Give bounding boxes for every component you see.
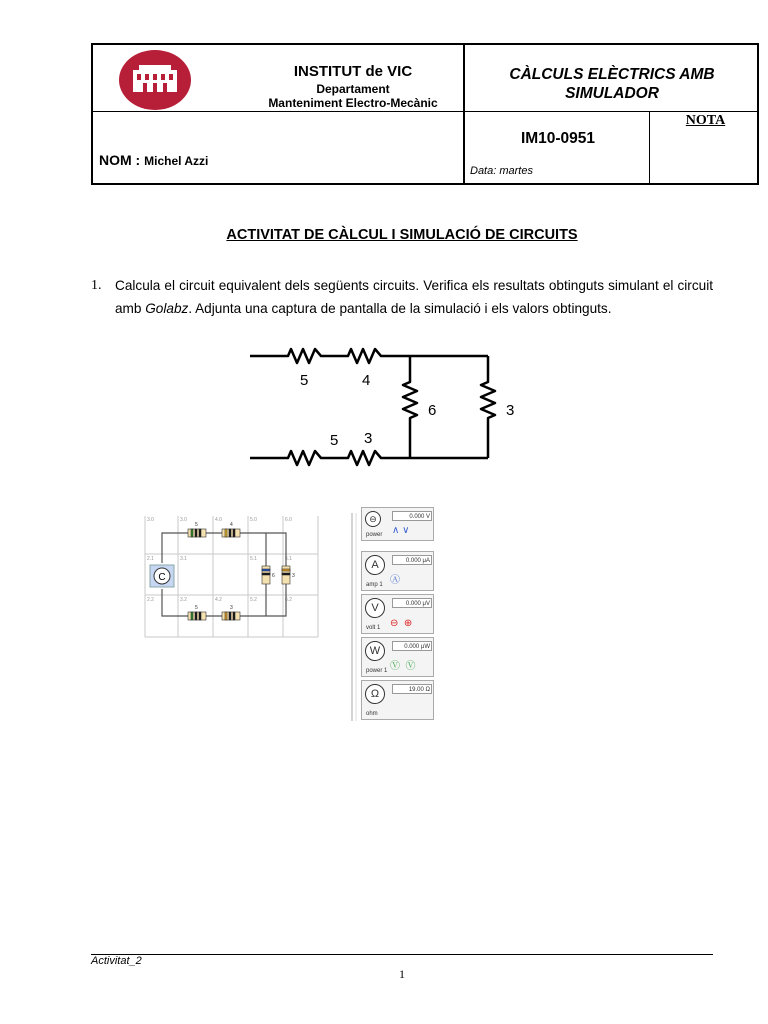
svg-text:4: 4 [230, 522, 233, 528]
ammeter-panel[interactable] [361, 551, 434, 591]
svg-text:5: 5 [195, 605, 198, 611]
svg-text:2.2: 2.2 [147, 597, 154, 603]
question-number: 1. [91, 278, 102, 293]
svg-text:6: 6 [272, 573, 275, 579]
ohmmeter-label: ohm [366, 711, 378, 717]
wattmeter-panel[interactable] [361, 637, 434, 677]
simulation-screenshot [90, 513, 440, 723]
grade-label: NOTA [685, 113, 726, 128]
svg-text:4.0: 4.0 [215, 517, 222, 523]
wattmeter-probe-icons[interactable]: Ⓥ Ⓥ [390, 661, 416, 672]
svg-text:6.2: 6.2 [285, 597, 292, 603]
wattmeter-icon: W [365, 641, 385, 661]
question-text-part: Calcula el circuit equivalent dels següents circuits. Verifica els resultats obtinguts simulant el circuit amb [115, 278, 713, 316]
power-source-panel[interactable] [361, 507, 434, 541]
ammeter-label: amp 1 [366, 582, 383, 588]
svg-text:2.1: 2.1 [147, 556, 154, 562]
ohmmeter-panel[interactable] [361, 680, 434, 720]
footer-title: Activitat_2 [91, 955, 142, 967]
ohmmeter-reading: 19.00 Ω [392, 684, 432, 694]
resistor-label: 6 [428, 402, 437, 419]
svg-text:C: C [158, 572, 166, 583]
svg-text:5.2: 5.2 [250, 597, 257, 603]
institute-block [233, 63, 473, 110]
question-text-part: . Adjunta una captura de pantalla de la simulació i els valors obtinguts. [188, 300, 612, 316]
svg-text:5.1: 5.1 [250, 556, 257, 562]
name-value: Michel Azzi [144, 154, 209, 168]
header-table [91, 43, 759, 185]
voltmeter-probe-icons[interactable]: ⊖ ⊕ [390, 618, 413, 629]
ammeter-probe-icon[interactable]: Ⓐ [390, 575, 400, 586]
ammeter-reading: 0.000 μA [392, 555, 432, 565]
svg-text:5: 5 [195, 522, 198, 528]
voltmeter-panel[interactable] [361, 594, 434, 634]
voltmeter-reading: 0.000 μV [392, 598, 432, 608]
svg-text:3.0: 3.0 [180, 517, 187, 523]
power-icon: ⊖ [365, 511, 381, 527]
voltmeter-label: volt 1 [366, 625, 381, 631]
svg-text:3.0: 3.0 [147, 517, 154, 523]
svg-text:3: 3 [230, 605, 233, 611]
question-text [115, 275, 713, 320]
department-label: Departament [316, 82, 390, 96]
svg-text:6.1: 6.1 [285, 556, 292, 562]
student-name [99, 152, 208, 168]
divider [93, 111, 757, 112]
resistor-label: 5 [300, 372, 309, 389]
svg-text:4.2: 4.2 [215, 597, 222, 603]
circuit-diagram [250, 340, 530, 472]
institute-name: INSTITUT de VIC [293, 63, 413, 80]
page-number: 1 [399, 967, 405, 981]
resistor-label: 4 [362, 372, 371, 389]
simulator-name: Golabz [145, 300, 189, 316]
svg-text:3.2: 3.2 [180, 597, 187, 603]
document-date: Data: martes [470, 165, 533, 177]
wattmeter-reading: 0.000 μW [392, 641, 432, 651]
activity-title: ACTIVITAT DE CÀLCUL I SIMULACIÓ DE CIRCUITS [226, 227, 578, 243]
power-label: power [366, 532, 383, 538]
document-title: CÀLCULS ELÈCTRICS AMB SIMULADOR [509, 66, 715, 102]
ohmmeter-icon: Ω [365, 684, 385, 704]
department-name: Manteniment Electro-Mecànic [268, 96, 438, 110]
svg-text:6.0: 6.0 [285, 517, 292, 523]
institute-logo [119, 50, 191, 110]
simulator-breadboard [90, 513, 360, 723]
resistor-label: 3 [506, 402, 515, 419]
resistor-label: 3 [364, 430, 373, 447]
wattmeter-label: power 1 [366, 668, 388, 674]
footer-rule [91, 954, 713, 955]
document-code: IM10-0951 [520, 130, 596, 147]
voltmeter-icon: V [365, 598, 385, 618]
ammeter-icon: A [365, 555, 385, 575]
svg-text:3: 3 [292, 573, 295, 579]
up-down-buttons[interactable]: ∧ ∨ [392, 525, 410, 536]
name-label: NOM : [99, 152, 141, 168]
svg-text:3.1: 3.1 [180, 556, 187, 562]
power-reading: 0.000 V [392, 511, 432, 521]
svg-text:5.0: 5.0 [250, 517, 257, 523]
resistor-label: 5 [330, 432, 339, 449]
